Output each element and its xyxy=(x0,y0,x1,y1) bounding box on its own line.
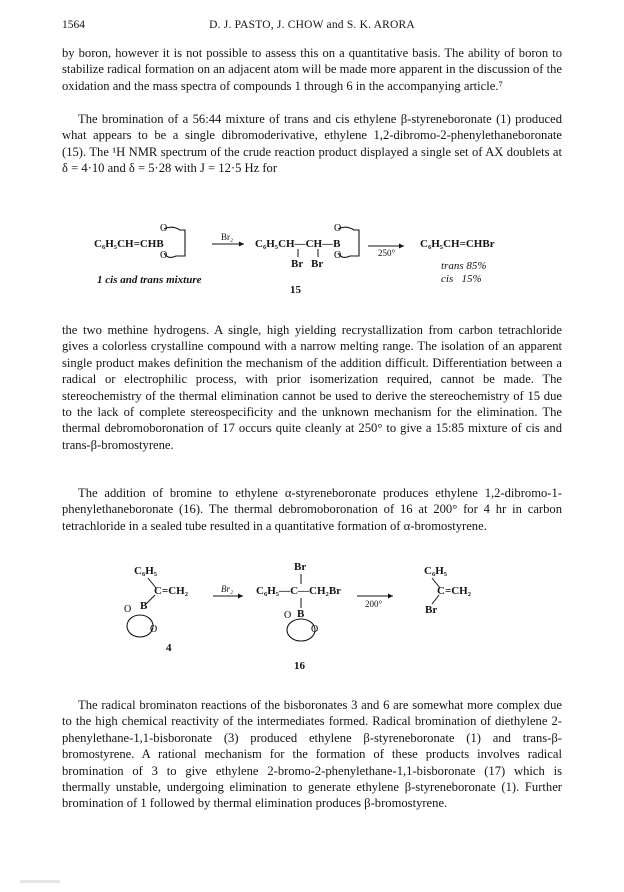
paragraph-3: the two methine hydrogens. A single, high yielding recrystallization from carbon tetrachloride gives a colorless crystalline compound with a narrow melting range. The isolation of an apparent single product makes definition the mechanism of the addition difficult. Differentiation between a radical or electrophilic process, with prior isomerization required, cannot be made. The stereochemistry of the thermal elimination cannot be used to derive the stereochemistry of 15 due to the lack of complete stereospecificity and the unknown mechanism for the elimination. The thermal debromoboronation of 17 occurs quite cleanly at 250° to give a 15:85 mixture of cis and trans-β-bromostyrene. xyxy=(62,323,562,452)
running-header xyxy=(62,19,562,35)
scheme2-intermediate: C₆H₅—C—CH₂Br xyxy=(256,585,342,597)
scheme1-br-2: Br xyxy=(311,258,324,270)
scheme1-br-1: Br xyxy=(291,258,304,270)
paragraph-2: The bromination of a 56:44 mixture of trans and cis ethylene β-styreneboronate (1) produced what appears to be a single dibromoderivative, ethylene 1,2-dibromo-2-phenylethaneboronate (15). The ¹H NMR spectrum of the crude reaction product displayed a single set of AX doublets at δ = 4·10 and δ = 5·28 with J = 12·5 Hz for xyxy=(62,112,562,176)
scheme2-phenyl-right: C₆H₅ xyxy=(424,565,448,577)
svg-text:O: O xyxy=(160,223,168,234)
scheme2-temperature: 200° xyxy=(365,599,383,609)
scheme2-boron-mid: B xyxy=(297,608,305,620)
svg-text:O: O xyxy=(284,610,292,621)
scheme1-reagent: Br₂ xyxy=(221,232,234,242)
compound-number-15: 15 xyxy=(290,284,301,296)
svg-text:O: O xyxy=(334,223,342,234)
author-line: D. J. PASTO, J. CHOW and S. K. ARORA xyxy=(209,19,415,31)
scheme2-alkene-left: C=CH₂ xyxy=(154,585,189,597)
scheme2-alkene-right: C=CH₂ xyxy=(437,585,472,597)
scheme1-start: C₆H₅CH=CHB xyxy=(94,238,164,250)
svg-text:O: O xyxy=(311,624,319,635)
scheme1-ratio-trans: trans 85% xyxy=(441,260,487,272)
svg-text:O: O xyxy=(334,250,342,261)
scheme1-ratio-cis: cis 15% xyxy=(441,273,482,285)
scheme1-product: C₆H₅CH=CHBr xyxy=(420,238,495,250)
scheme2-br-right: Br xyxy=(425,604,438,616)
paragraph-1: by boron, however it is not possible to assess this on a quantitative basis. The ability of boron to stabilize radical formation on an adjacent atom will be made more apparent in the discussion of the oxidation and the mass spectra of compounds 1 through 6 in the accompanying article.⁷ xyxy=(62,46,562,93)
scheme2-reagent: Br₂ xyxy=(221,584,234,594)
scheme1-intermediate: C₆H₅CH—CH—B xyxy=(255,238,341,250)
svg-text:O: O xyxy=(124,604,132,615)
reaction-scheme-2 xyxy=(0,560,624,680)
scheme1-start-caption: 1 cis and trans mixture xyxy=(97,274,202,286)
svg-text:O: O xyxy=(160,250,168,261)
page-edge-mark xyxy=(20,880,60,883)
scheme2-boron-left: B xyxy=(140,600,148,612)
scheme2-br-top: Br xyxy=(294,561,307,573)
scheme1-temperature: 250° xyxy=(378,248,396,258)
paragraph-4: The addition of bromine to ethylene α-styreneboronate produces ethylene 1,2-dibromo-1-phenylethaneboronate (16). The thermal debromoboronation of 16 at 200° for 4 hr in carbon tetrachloride in a sealed tube resulted in a quantitative formation of α-bromostyrene. xyxy=(62,486,562,533)
scheme2-phenyl-left: C₆H₅ xyxy=(134,565,158,577)
svg-text:O: O xyxy=(150,624,158,635)
compound-number-4: 4 xyxy=(166,642,172,654)
reaction-scheme-1 xyxy=(0,222,624,312)
compound-number-16: 16 xyxy=(294,660,305,672)
paragraph-5: The radical brominaton reactions of the bisboronates 3 and 6 are somewhat more complex due to the high chemical reactivity of the intermediates formed. Radical bromination of diethylene 2-phenylethane-1,1-bisboronate (3) produced ethylene β-styreneboronate (1) and trans-β-bromostyrene. A rational mechanism for the formation of these products involves radical bromination of 3 to give ethylene 2-bromo-2-phenylethane-1,1-bisboronate (17) which is thermally unstable, undergoing elimination to generate ethylene β-styreneboronate (1). Further bromination of 1 followed by thermal elimination produces β-bromostyrene. xyxy=(62,698,562,811)
page-number: 1564 xyxy=(62,19,85,31)
scheme-2-drawing xyxy=(0,560,624,680)
